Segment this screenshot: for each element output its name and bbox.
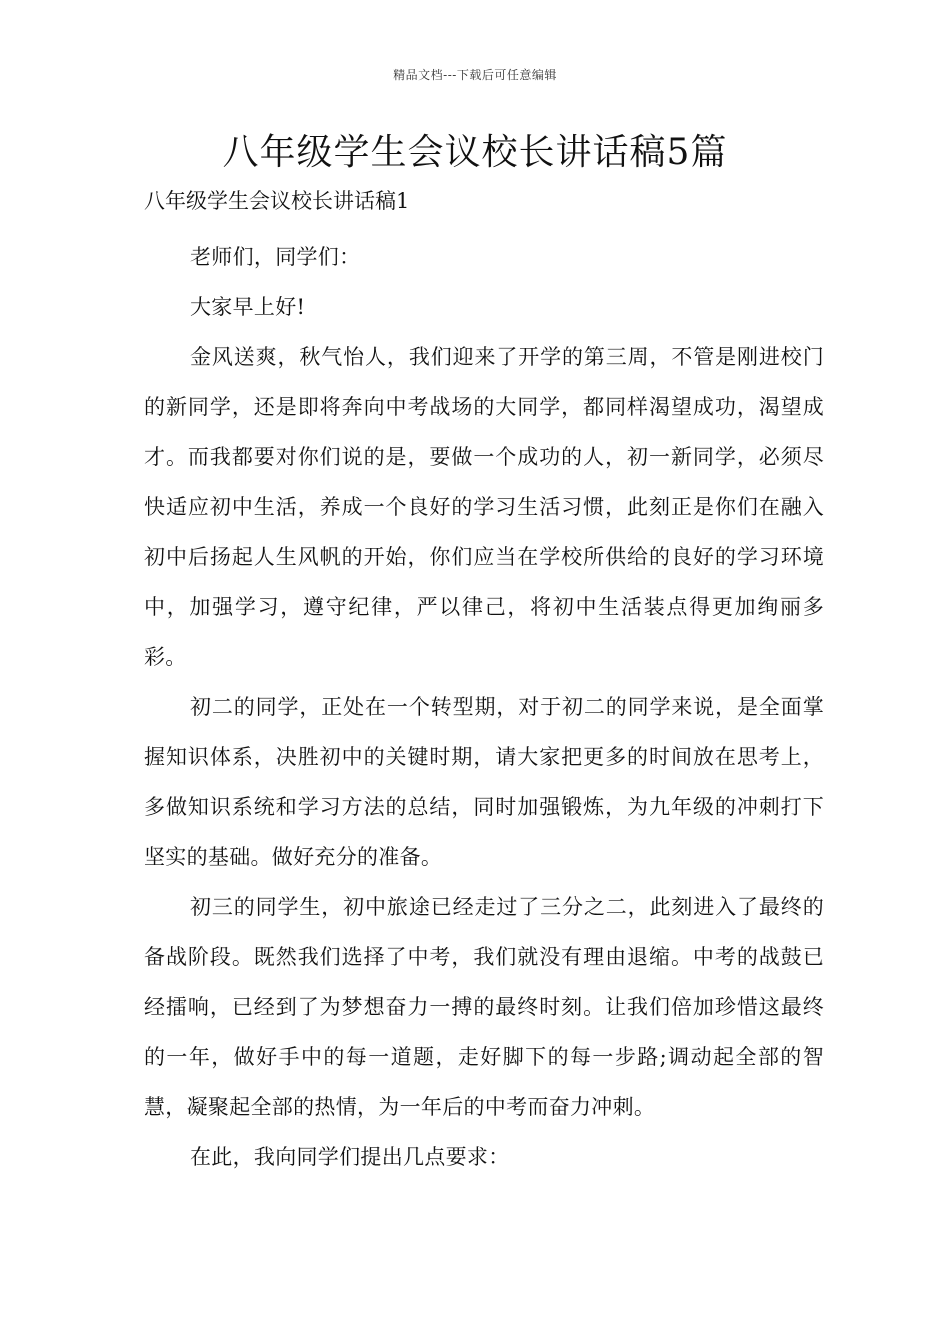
paragraph-grade8: 初二的同学，正处在一个转型期，对于初二的同学来说，是全面掌握知识体系，决胜初中的关键时期，请大家把更多的时间放在思考上，多做知识系统和学习方法的总结，同时加强锻炼，为九年级的冲刺打下坚实的基础。做好充分的准备。 bbox=[144, 695, 824, 869]
paragraph-greeting: 老师们，同学们： bbox=[190, 245, 361, 269]
section-title: 八年级学生会议校长讲话稿1 bbox=[144, 189, 410, 213]
document-body bbox=[144, 182, 824, 1182]
header-note: 精品文档---下载后可任意编辑 bbox=[393, 68, 557, 82]
paragraph-requirements: 在此，我向同学们提出几点要求： bbox=[190, 1145, 510, 1169]
paragraph-grade9: 初三的同学生，初中旅途已经走过了三分之二，此刻进入了最终的备战阶段。既然我们选择了中考，我们就没有理由退缩。中考的战鼓已经擂响，已经到了为梦想奋力一搏的最终时刻。让我们倍加珍惜这最终的一年，做好手中的每一道题，走好脚下的每一步路;调动起全部的智慧，凝聚起全部的热情，为一年后的中考而奋力冲刺。 bbox=[144, 895, 824, 1119]
paragraph-grade7: 金风送爽，秋气怡人，我们迎来了开学的第三周，不管是刚进校门的新同学，还是即将奔向中考战场的大同学，都同样渴望成功，渴望成才。而我都要对你们说的是，要做一个成功的人，初一新同学，必须尽快适应初中生活，养成一个良好的学习生活习惯，此刻正是你们在融入初中后扬起人生风帆的开始，你们应当在学校所供给的良好的学习环境中，加强学习，遵守纪律，严以律己，将初中生活装点得更加绚丽多彩。 bbox=[144, 345, 824, 669]
document-title: 八年级学生会议校长讲话稿5篇 bbox=[222, 132, 728, 173]
paragraph-morning: 大家早上好! bbox=[190, 295, 306, 319]
